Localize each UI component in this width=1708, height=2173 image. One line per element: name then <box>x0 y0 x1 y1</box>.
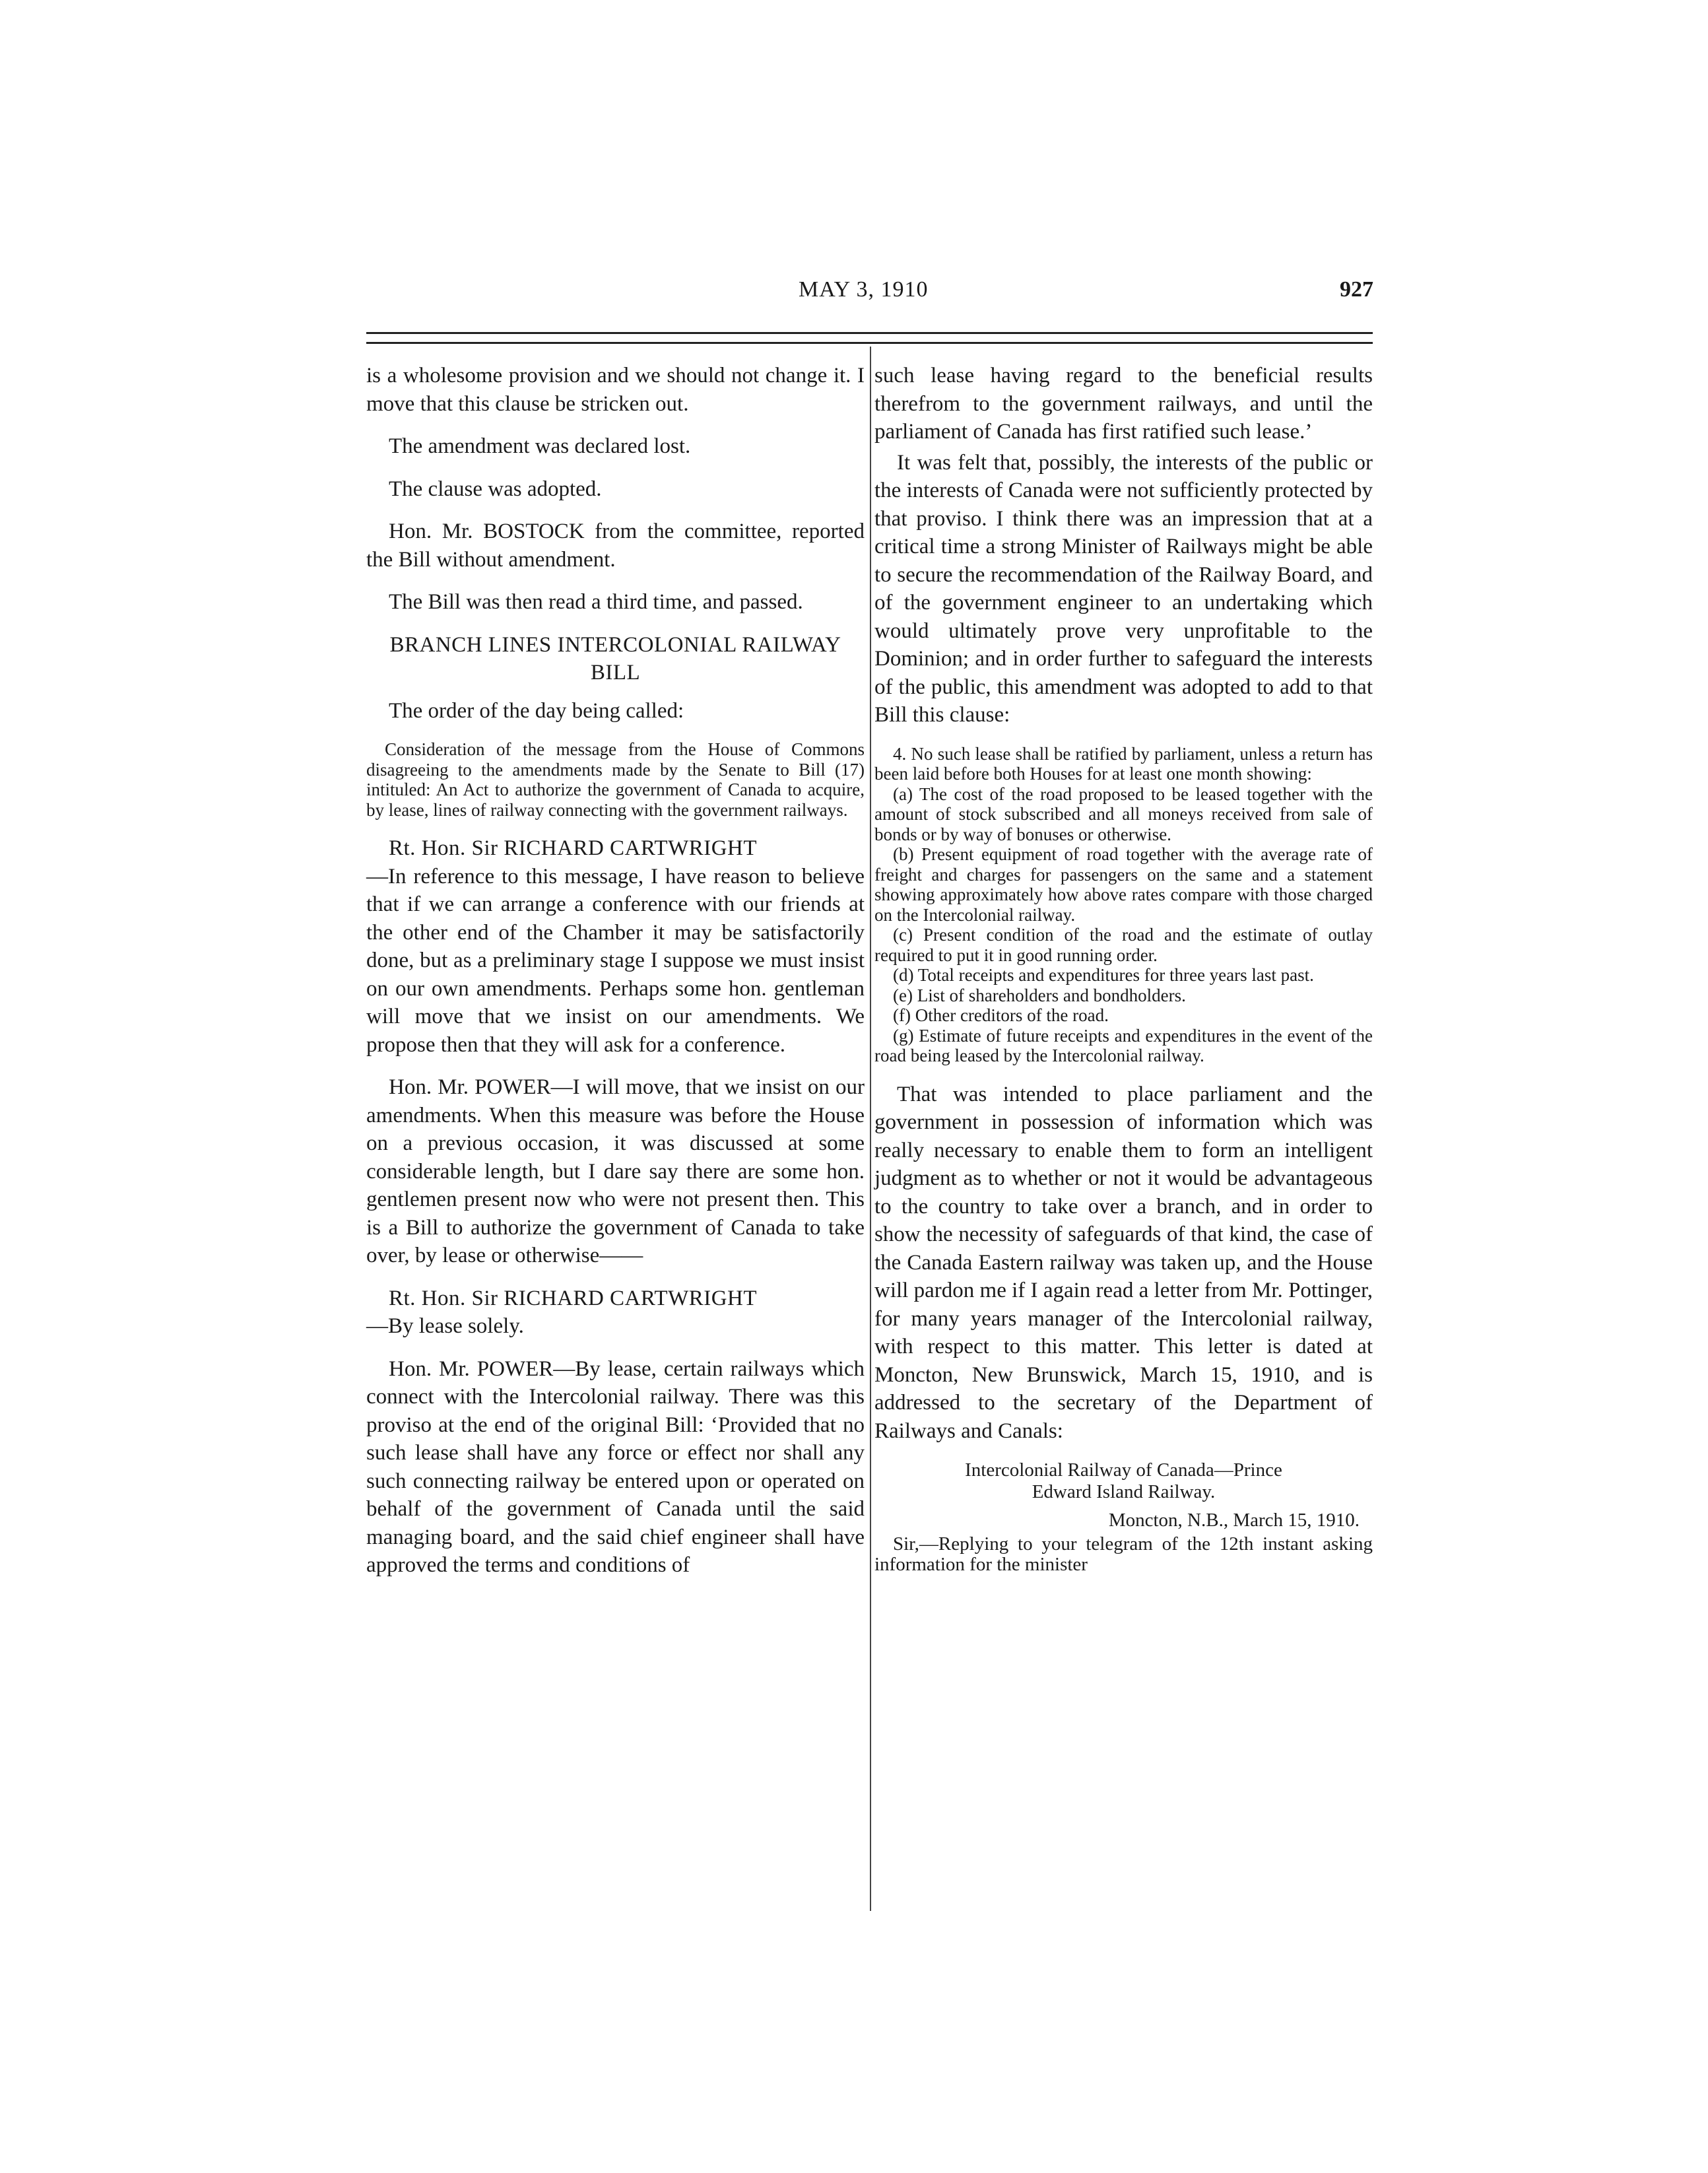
right-column <box>874 362 1373 1575</box>
clause-item: (d) Total receipts and expenditures for three years last past. <box>893 965 1314 985</box>
paragraph: The clause was adopted. <box>389 477 602 501</box>
clause-item: (g) Estimate of future receipts and expenditures in the event of the road being leased by the Intercolonial railway. <box>874 1025 1373 1065</box>
paragraph: That was intended to place parliament and the government in possession of information which was really necessary to enable them to form an intelligent judgment as to whether or not it would be advantageous to the country to take over a branch, and in order to show the necessity of safeguards of that kind, the case of the Canada Eastern railway was taken up, and the House will pardon me if I again read a letter from Mr. Pottinger, for many years manager of the Intercolonial railway, with respect to this matter. This letter is dated at Moncton, New Brunswick, March 15, 1910, and is addressed to the secretary of the Department of Railways and Canals: <box>874 1082 1373 1443</box>
paragraph: is a wholesome provision and we should not change it. I move that this clause be stricken out. <box>366 364 865 416</box>
letter-heading <box>874 1459 1373 1503</box>
paragraph: The order of the day being called: <box>389 698 684 723</box>
speaker-name: Rt. Hon. Sir RICHARD CARTWRIGHT <box>389 1286 758 1310</box>
clause-item: (a) The cost of the road proposed to be leased together with the amount of stock subscribed and all moneys received from sale of bonds or by way of bonuses or otherwise. <box>874 784 1373 844</box>
letter-heading-line: Edward Island Railway. <box>1032 1481 1216 1502</box>
paragraph: The amendment was declared lost. <box>389 434 691 458</box>
header-rule-bottom <box>366 342 1373 344</box>
header-rule-top <box>366 332 1373 334</box>
clause-item: (e) List of shareholders and bondholders. <box>893 985 1186 1005</box>
paragraph: It was felt that, possibly, the interests of the public or the interests of Canada were not sufficiently protected by that proviso. I think there was an impression that at a critical time a strong Minister of Railways might be able to secure the recommendation of the Railway Board, and of the government engineer to an undertaking which would ultimately prove very unprofitable to the Dominion; and in order further to safeguard the interests of the public, this amendment was adopted to add to that Bill this clause: <box>874 450 1373 727</box>
column-divider <box>870 347 871 1911</box>
letter-body: Sir,—Replying to your telegram of the 12th instant asking information for the minister <box>874 1533 1373 1575</box>
paragraph: such lease having regard to the beneficial results therefrom to the government railways, and until the parliament of Canada has first ratified such lease.’ <box>874 364 1373 444</box>
paragraph: The Bill was then read a third time, and passed. <box>389 590 803 614</box>
clause-item: (b) Present equipment of road together with the average rate of freight and charges for passengers on the same and a statement showing approximately how above rates compare with those charged on the Intercolonial railway. <box>874 844 1373 925</box>
clause-item: (f) Other creditors of the road. <box>893 1005 1109 1025</box>
clause-intro: 4. No such lease shall be ratified by parliament, unless a return has been laid before both Houses for at least one month showing: <box>874 743 1373 784</box>
letter-date: Moncton, N.B., March 15, 1910. <box>1108 1510 1360 1531</box>
letter-heading-line: Intercolonial Railway of Canada—Prince <box>965 1459 1282 1481</box>
speaker-name: Rt. Hon. Sir RICHARD CARTWRIGHT <box>389 836 758 860</box>
clause-item: (c) Present condition of the road and the estimate of outlay required to put it in good running order. <box>874 925 1373 965</box>
page-number: 927 <box>1340 277 1373 302</box>
paragraph <box>366 834 865 1059</box>
paragraph: Hon. Mr. POWER—I will move, that we insist on our amendments. When this measure was before the House on a previous occasion, it was discussed at some considerable length, but I dare say there are some hon. gentlemen present now who were not present then. This is a Bill to authorize the government of Canada to take over, by lease or otherwise—— <box>366 1075 865 1267</box>
speech-text: —In reference to this message, I have reason to believe that if we can arrange a conference with our friends at the other end of the Chamber it may be satisfactorily done, but as a preliminary stage I suppose we must insist on our own amendments. Perhaps some hon. gentleman will move that we insist on our amendments. We propose then that they will ask for a conference. <box>366 864 865 1057</box>
page-date: MAY 3, 1910 <box>799 277 929 302</box>
left-column <box>366 362 865 1594</box>
paragraph: Hon. Mr. POWER—By lease, certain railways which connect with the Intercolonial railway. There was this proviso at the end of the original Bill: ‘Provided that no such lease shall have any force or effect nor shall any such connecting railway be entered upon or operated on behalf of the government of Canada until the said managing board, and the said chief engineer shall have approved the terms and conditions of <box>366 1356 865 1577</box>
section-heading: BRANCH LINES INTERCOLONIAL RAILWAY BILL <box>389 632 841 685</box>
speech-text: —By lease solely. <box>366 1314 524 1338</box>
order-of-the-day-text: Consideration of the message from the House of Commons disagreeing to the amendments made by the Senate to Bill (17) intituled: An Act to authorize the government of Canada to acquire, by lease, lines of railway connecting with the government railways. <box>366 739 865 820</box>
paragraph <box>366 1285 865 1341</box>
quoted-clause <box>874 744 1373 1066</box>
paragraph: Hon. Mr. BOSTOCK from the committee, reported the Bill without amendment. <box>366 519 865 572</box>
